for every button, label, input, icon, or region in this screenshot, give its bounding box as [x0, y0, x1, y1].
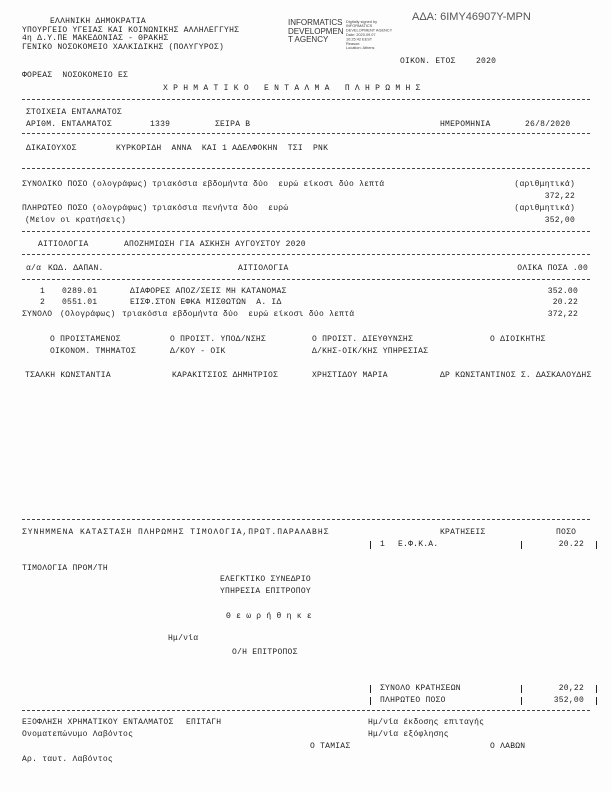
order-date-label: ΗΜΕΡΟΜΗΝΙΑ [440, 120, 491, 129]
order-date: 26/8/2020 [525, 120, 571, 129]
justification-label: ΑΙΤΙΟΛΟΓΙΑ [38, 240, 89, 249]
signature-detail-line: Reason: [346, 42, 361, 46]
box-border [521, 685, 522, 693]
signatory-title: Ο ΠΡΟΙΣΤ. ΔΙΕΥΘΥΝΣΗΣ [312, 335, 414, 344]
expense-description: ΔΙΑΦΟΡΕΣ ΑΠΟΖ/ΣΕΙΣ ΜΗ ΚΑΤΑΝΟΜΑΣ [130, 287, 287, 296]
settlement-recipient: Ο ΛΑΒΩΝ [490, 742, 526, 751]
divider [22, 168, 590, 169]
signatory-name: ΤΣΑΛΚΗ ΚΩΝΣΤΑΝΤΙΑ [25, 371, 111, 380]
signature-detail-line: Location: Athens [346, 46, 375, 51]
deduction-amount: 20.22 [558, 540, 584, 549]
settlement-recipient-id-label: Αρ. ταυτ. Λαβόντος [22, 755, 113, 764]
signatory-subtitle: Δ/ΚΟΥ - ΟΙΚ [170, 347, 226, 356]
box-border [370, 685, 371, 693]
beneficiary-label: ΔΙΚΑΙΟΥΧΟΣ [26, 144, 77, 153]
order-series: ΣΕΙΡΑ Β [215, 120, 251, 129]
box-border [596, 685, 597, 693]
signature-logo-line: T AGENCY [288, 35, 329, 44]
signature-detail-line: INFORMATICS [346, 24, 373, 29]
audit-commissioner: Ο/Η ΕΠΙΤΡΟΠΟΣ [232, 648, 298, 657]
document-title: Χ Ρ Η Μ Α Τ Ι Κ Ο Ε Ν Τ Α Λ Μ Α Π Λ Η Ρ Ω Μ Η Σ [163, 84, 421, 93]
divider [22, 254, 590, 255]
audit-service: ΥΠΗΡΕΣΙΑ ΕΠΙΤΡΟΠΟΥ [220, 587, 311, 596]
payable-deductions-note: (Μείον οι κρατήσεις) [25, 216, 127, 225]
expenses-total-words: τριακόσια εβδομήντα δύο ευρώ είκοσι δύο λεπτά [122, 310, 355, 319]
order-section-label: ΣΤΟΙΧΕΙΑ ΕΝΤΑΛΜΑΤΟΣ [26, 108, 122, 117]
issuer-line-hospital: ΓΕΝΙΚΟ ΝΟΣΟΚΟΜΕΙΟ ΧΑΛΚΙΔΙΚΗΣ (ΠΟΛΥΓΥΡΟΣ) [22, 43, 225, 52]
deduction-name: Ε.Φ.Κ.Α. [398, 540, 439, 549]
box-border [596, 697, 597, 705]
payable-amount-numeric: 352,00 [544, 216, 575, 225]
signatory-title: Ο ΔΙΟΙΚΗΤΗΣ [490, 335, 546, 344]
signatory-title: Ο ΠΡΟΙΣΤ. ΥΠΟΔ/ΝΣΗΣ [170, 335, 266, 344]
order-number: 1339 [150, 120, 171, 129]
supplier-invoices-label: ΤΙΜΟΛΟΓΙΑ ΠΡΟΜ/ΤΗ [22, 564, 108, 573]
settlement-label: ΕΞΟΦΛΗΣΗ ΧΡΗΜΑΤΙΚΟΥ ΕΝΤΑΛΜΑΤΟΣ [22, 718, 174, 727]
expenses-col-code: ΚΩΔ. ΔΑΠΑΝ. [48, 264, 104, 273]
box-border [370, 697, 371, 705]
signature-logo [288, 19, 344, 45]
box-border [521, 697, 522, 705]
signatory-subtitle: ΟΙΚΟΝΟΜ. ΤΜΗΜΑΤΟΣ [50, 347, 136, 356]
expenses-col-no: α/α [26, 264, 42, 273]
expenses-total-amount: 372,22 [547, 310, 578, 319]
fiscal-year-value: 2020 [476, 57, 497, 66]
settlement-cheque-date-label: Ημ/νία έκδοσης επιταγής [368, 718, 485, 727]
signature-detail-line: 10:25:42 EEST [346, 37, 373, 42]
box-border [370, 541, 371, 549]
issuer-line-ministry: ΥΠΟΥΡΓΕΙΟ ΥΓΕΙΑΣ ΚΑΙ ΚΟΙΝΩΝΙΚΗΣ ΑΛΛΗΛΕΓΓΥΗΣ [22, 26, 240, 35]
signature-detail-line: Digitally signed by [346, 20, 378, 24]
total-amount-label: ΣΥΝΟΛΙΚΟ ΠΟΣΟ [22, 180, 88, 189]
expenses-total-words-label: (Ολογράφως) [60, 310, 116, 319]
justification-text: ΑΠΟΖΗΜΙΩΣΗ ΓΙΑ ΑΣΚΗΣΗ ΑΥΓΟΥΣΤΟΥ 2020 [124, 240, 306, 249]
total-amount-numeric-label: (αριθμητικά) [514, 180, 575, 189]
payable-amount-words: τριακόσια πενήντα δύο ευρώ [152, 204, 289, 213]
signature-logo-line: INFORMATICS [288, 18, 343, 27]
expense-code: 0551.01 [62, 298, 98, 307]
ada-code: ΑΔΑ: 6ΙΜΥ46907Υ-ΜΡΝ [412, 11, 531, 23]
signatory-name: ΚΑΡΑΚΙΤΣΙΟΣ ΔΗΜΗΤΡΙΟΣ [172, 371, 279, 380]
signatory-title: Ο ΠΡΟΙΣΤΑΜΕΝΟΣ [50, 335, 121, 344]
amount-label: ΠΟΣΟ [556, 528, 577, 537]
expense-amount: 352.00 [547, 287, 578, 296]
expenses-col-description: ΑΙΤΙΟΛΟΓΙΑ [238, 264, 289, 273]
settlement-payment-date-label: Ημ/νία εξόφλησης [368, 730, 449, 739]
payable-amount-words-label: (ολογράφως) [92, 204, 148, 213]
summary-deductions-label: ΣΥΝΟΛΟ ΚΡΑΤΗΣΕΩΝ [380, 684, 461, 693]
divider [22, 279, 590, 280]
beneficiary-name: ΚΥΡΚΟΡΙΔΗ ΑΝΝΑ ΚΑΙ 1 ΑΔΕΛΦΟΚΗΝ ΤΣΙ ΡΝΚ [116, 144, 329, 153]
settlement-recipient-name-label: Ονοματεπώνυμο Λαβόντος [22, 730, 134, 739]
box-border [521, 541, 522, 549]
divider [22, 99, 590, 100]
total-amount-words-label: (ολογράφως) [92, 180, 148, 189]
issuer-line-region: 4η Δ.Υ.ΠΕ ΜΑΚΕΔΟΝΙΑΣ - ΘΡΑΚΗΣ [22, 34, 169, 43]
settlement-cashier: Ο ΤΑΜΙΑΣ [310, 742, 351, 751]
signatory-subtitle: Δ/ΚΗΣ-ΟΙΚ/ΚΗΣ ΥΠΗΡΕΣΙΑΣ [312, 347, 429, 356]
summary-payable-amount: 352,00 [553, 696, 584, 705]
signature-detail-line: Date: 2020.09.07 [346, 33, 376, 38]
signature-detail-line: DEVELOPMENT AGENCY [346, 28, 393, 33]
expense-no: 2 [40, 298, 46, 307]
summary-deductions-amount: 20,22 [558, 684, 584, 693]
divider [22, 710, 590, 711]
signatory-name: ΧΡΗΣΤΙΔΟΥ ΜΑΡΙΑ [312, 371, 388, 380]
deductions-label: ΚΡΑΤΗΣΕΙΣ [440, 528, 486, 537]
expense-no: 1 [40, 287, 46, 296]
issuer-line-republic: ΕΛΛΗΝΙΚΗ ΔΗΜΟΚΡΑΤΙΑ [50, 17, 146, 26]
signatory-name: ΔΡ ΚΩΝΣΤΑΝΤΙΝΟΣ Σ. ΔΑΣΚΑΛΟΥΔΗΣ [440, 371, 592, 380]
expenses-total-label: ΣΥΝΟΛΟ [22, 310, 53, 319]
box-border [596, 541, 597, 549]
divider [22, 133, 590, 134]
audit-court: ΕΛΕΓΚΤΙΚΟ ΣΥΝΕΔΡΙΟ [220, 575, 311, 584]
payable-amount-label: ΠΛΗΡΩΤΕΟ ΠΟΣΟ [22, 204, 88, 213]
audit-approved: Θ ε ω ρ ή θ η κ ε [226, 612, 312, 621]
settlement-cheque: ΕΠΙΤΑΓΗ [186, 718, 222, 727]
signature-logo-line: DEVELOPMEN [288, 26, 344, 36]
signature-details [346, 20, 392, 51]
order-number-label: ΑΡΙΘΜ. ΕΝΤΑΛΜΑΤΟΣ [26, 120, 112, 129]
summary-payable-label: ΠΛΗΡΩΤΕΟ ΠΟΣΟ [380, 696, 446, 705]
agency-line: ΦΟΡΕΑΣ ΝΟΣΟΚΟΜΕΙΟ ΕΣ [22, 71, 129, 80]
expenses-col-amount: ΟΛΙΚΑ ΠΟΣΑ .00 [517, 264, 588, 273]
total-amount-words: τριακόσια εβδομήντα δύο ευρώ είκοσι δύο λεπτά [152, 180, 385, 189]
expense-code: 0289.01 [62, 287, 98, 296]
divider [22, 231, 590, 232]
divider [22, 519, 590, 520]
expense-amount: 20.22 [552, 298, 578, 307]
expense-description: ΕΙΣΦ.ΣΤΟΝ ΕΦΚΑ ΜΙΣΘΩΤΩΝ Α. ΙΔ [130, 298, 282, 307]
fiscal-year-label: ΟΙΚΟΝ. ΕΤΟΣ [400, 57, 456, 66]
total-amount-numeric: 372,22 [544, 192, 575, 201]
deduction-no: 1 [380, 540, 386, 549]
attachments-label: ΣΥΝΗΜΜΕΝΑ ΚΑΤΑΣΤΑΣΗ ΠΛΗΡΩΜΗΣ ΤΙΜΟΛΟΓΙΑ,ΠΡΩΤ.ΠΑΡΑΛΑΒΗΣ [22, 528, 330, 537]
audit-date-label: Ημ/νία [168, 634, 199, 643]
payable-amount-numeric-label: (αριθμητικά) [514, 204, 575, 213]
